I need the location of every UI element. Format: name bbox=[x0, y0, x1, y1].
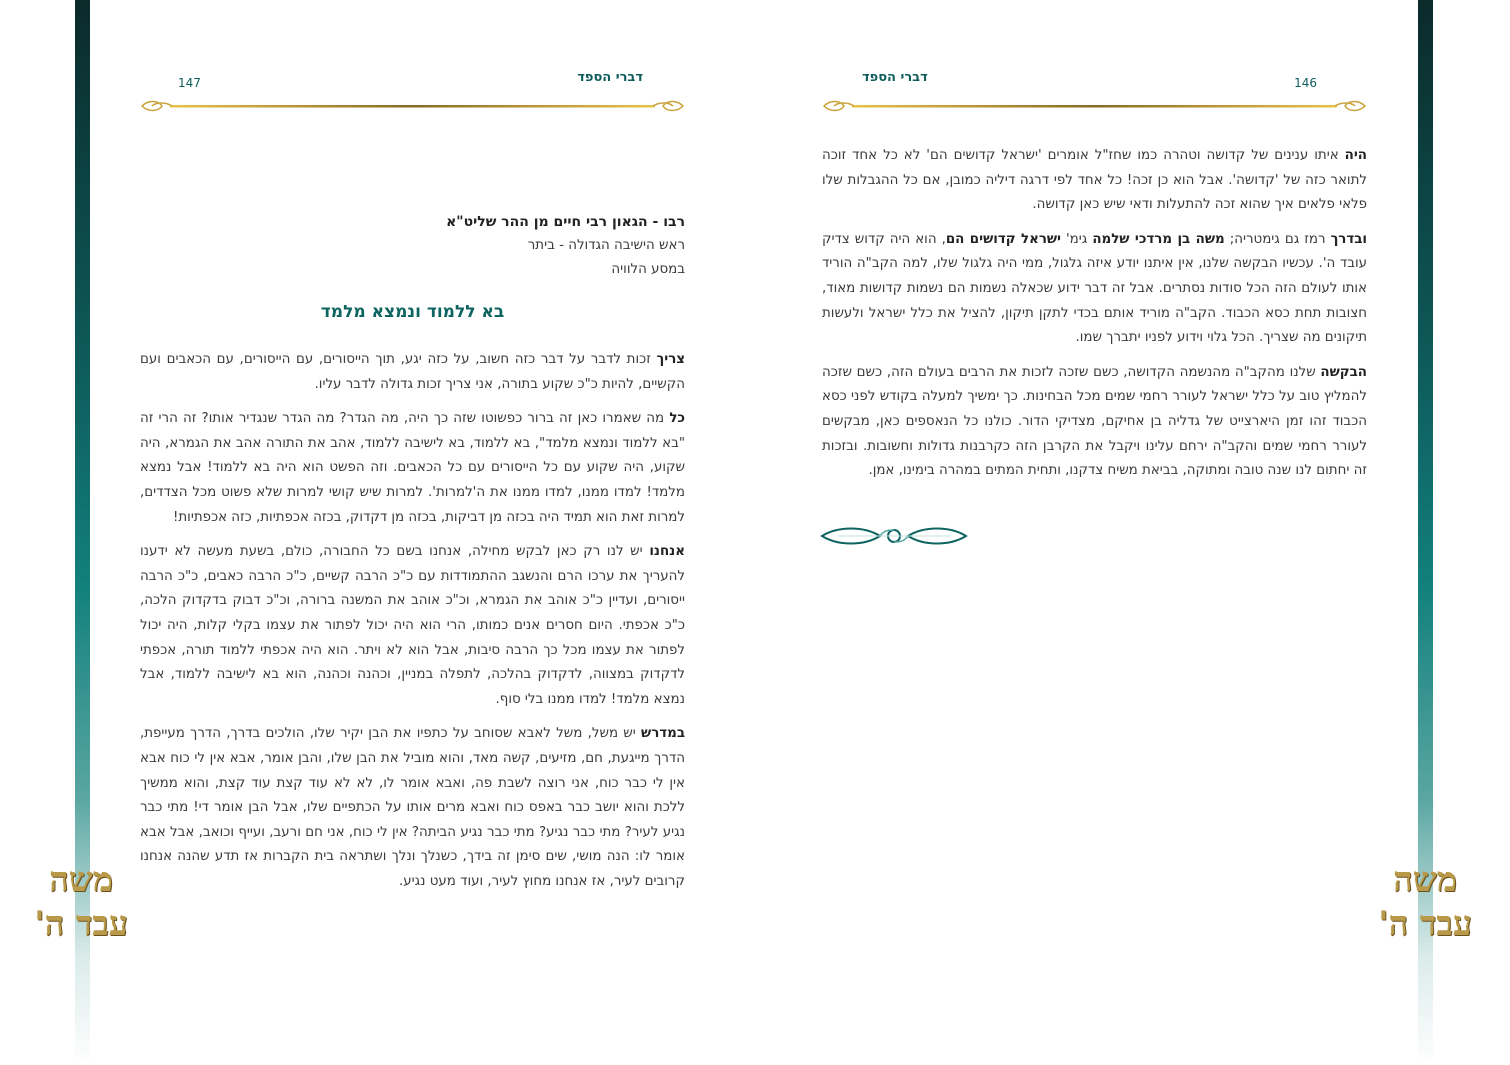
side-logo-right bbox=[1370, 858, 1480, 946]
side-logo-line1: משה bbox=[1393, 860, 1457, 900]
paragraph bbox=[822, 361, 1367, 484]
page-146 bbox=[822, 60, 1367, 554]
article-body bbox=[822, 144, 1367, 484]
paragraph-text: , הוא היה קדוש צדיק עובד ה'. עכשיו הבקשה שלנו, אין איתנו יודע איזה גלגול, ממי היה גלגול שלו, למה הקב"ה הוריד אותו לעולם הזה הכל סודות נסתרים. אבל זה דבר ידוע שכאלה נשמות הם נשמות קדושות מאוד, חצובות תחת כסא הכבוד. הקב"ה מוריד אותם בכדי לתקן תיקון, להציל את כלל ישראל ולעשות תיקונים מה שצריך. הכל גלוי וידוע לפניו יתברך שמו. bbox=[822, 231, 1367, 346]
paragraph-lead-word: במדרש bbox=[641, 726, 685, 742]
paragraph-text: שלנו מהקב"ה מהנשמה הקדושה, כשם שזכה לזכות את הרבים בעולם הזה, כשם שזכה להמליץ טוב על כלל ישראל לעורר רחמי שמים מכל הבחינות. כך ימשיך למעלה בקודש לפני כסא הכבוד זהו זמן היארצייט של גדליה בן אחיקם, מצדיקי הדור. כולנו כל הנאספים כאן, מבקשים לעורר רחמי שמים והקב"ה ירחם עלינו ויקבל את הקרבן הזה כקרבנות גדולות וחשובות. ובזכות זה יחתום לנו שנה טובה ומתוקה, בביאת משיח צדקנו, ותחית המתים במהרה בימינו, אמן. bbox=[822, 364, 1367, 479]
page-header bbox=[822, 60, 1367, 112]
paragraph-text: איתו ענינים של קדושה וטהרה כמו שחז"ל אומרים 'ישראל קדושים הם' לא כל אחד זוכה לתואר כזה של 'קדושה'. אבל הוא כן זכה! כל אחד לפי דרגה דיליה כמובן, אם כל ההגבלות שלו פלאי פלאים איך שהוא זכה להתעלות ודאי שיש כאן קדושה. bbox=[822, 148, 1367, 213]
paragraph bbox=[140, 540, 685, 712]
paragraph-text: מה שאמרו כאן זה ברור כפשוטו שזה כך היה, מה הגדר? מה הגדר שנגדיר אותו? זה הרי זה "בא ללמוד ונמצא מלמד", בא ללמוד, בא לישיבה ללמוד, אהב את התורה אהב את הגמרא, היה שקוע, היה שקוע עם כל הייסורים עם כל הכאבים. וזה הפשט הוא היה בא ללמוד! אבל נמצא מלמד! למדו ממנו, למדו ממנו את ה'למרות'. למרות שיש קושי למרות שלא פשוט מכל הצדדים, למרות זאת הוא תמיד היה בכזה מן דביקות, בכזה מן דקדוק, בכזה אכפתיות, כזה אכפתיות! bbox=[140, 411, 685, 525]
speaker-name: רבו - הגאון רבי חיים מן ההר שליט"א bbox=[446, 214, 685, 230]
ornamental-header-rule bbox=[822, 100, 1367, 112]
paragraph-text: זכות לדבר על דבר כזה חשוב, על כזה יגע, תוך הייסורים, עם הייסורים, עם הכאבים ועם הקשיים, להיות כ"כ שקוע בתורה, אני צריך זכות גדולה לדבר עליו. bbox=[140, 352, 685, 392]
paragraph-lead-word: הבקשה bbox=[1320, 364, 1367, 380]
paragraph-lead-word: צריך bbox=[656, 352, 685, 367]
paragraph-text: רמז גם גימטריה; bbox=[1224, 231, 1331, 247]
paragraph-text: יש משל, משל לאבא שסוחב על כתפיו את הבן יקיר שלו, הולכים בדרך, הדרך מעייפת, הדרך מייגעת, חם, מזיעים, קשה מאד, והוא מוביל את הבן שלו, והבן אומר, אבא אין לי כוח אבא אין לי כבר כוח, אני רוצה לשבת פה, ואבא אומר לו, לא לא עוד קצת עוד קצת, והוא ממשיך ללכת והוא יושב כבר באפס כוח ואבא מרים אותו על הכתפיים שלו, אבל הבן אומר די! מתי כבר נגיע לעיר? מתי כבר נגיע? מתי כבר נגיע הביתה? אין לי כוח, אני חם ורעב, ועייף וכואב, אבל אבא אומר לו: הנה מושי, שים סימן זה בידך, כשנלך ונלך ושתראה בית הקברות אז תדע שהנה אנחנו קרובים לעיר, אז אנחנו מחוץ לעיר, ועוד מעט נגיע. bbox=[140, 726, 685, 889]
page-147 bbox=[140, 60, 685, 904]
page-header bbox=[140, 60, 685, 112]
paragraph bbox=[140, 722, 685, 894]
end-ornament bbox=[818, 522, 970, 550]
bold-phrase: משה בן מרדכי שלמה bbox=[1092, 231, 1225, 247]
article-body bbox=[140, 348, 685, 894]
running-title: דברי הספד bbox=[862, 70, 928, 85]
paragraph bbox=[140, 348, 685, 397]
side-logo-line2: עבד ה' bbox=[1378, 904, 1472, 944]
side-logo-line2: עבד ה' bbox=[34, 904, 128, 944]
running-title: דברי הספד bbox=[577, 70, 643, 85]
bold-phrase: ישראל קדושים הם bbox=[945, 231, 1061, 247]
side-logo-line1: משה bbox=[49, 860, 113, 900]
attribution-block bbox=[140, 210, 685, 282]
paragraph-text: יש לנו רק כאן לבקש מחילה, אנחנו בשם כל החבורה, כולם, בשעת מעשה לא ידענו להעריך את ערכו הרם והנשגב ההתמודדות עם כ"כ הרבה קשיים, כ"כ הרבה כאבים, כ"כ הרבה ייסורים, ועדיין כ"כ אוהב את הגמרא, וכ"כ אוהב את המשנה ברורה, וכ"כ דבוק בדקדוק הלכה, כ"כ אכפתי. היום חסרים אנים כמותו, הרי הוא היה יכול לפתור את עצמו בקלי קלות, היה יכול לפתור את עצמו מכל כך הרבה סיבות, אבל הוא לא ויתר. הוא היה אכפתי ללמוד תורה, אכפתי לדקדוק במצווה, לדקדוק בהלכה, לתפלה במניין, וכהנה וכהנה, הוא בא לישיבה ללמוד, אבל נמצא מלמד! למדו ממנו בלי סוף. bbox=[140, 544, 685, 707]
paragraph bbox=[822, 228, 1367, 351]
paragraph bbox=[822, 144, 1367, 218]
speaker-role: ראש הישיבה הגדולה - ביתר bbox=[527, 238, 685, 253]
page-number: 146 bbox=[1294, 76, 1317, 90]
paragraph-lead-word: אנחנו bbox=[649, 544, 685, 560]
paragraph-text: גימ' bbox=[1060, 231, 1093, 247]
occasion: במסע הלוויה bbox=[611, 262, 685, 277]
paragraph bbox=[140, 407, 685, 530]
paragraph-lead-word: כל bbox=[669, 411, 685, 427]
paragraph-lead-word: ובדרך bbox=[1330, 231, 1367, 247]
page-number: 147 bbox=[178, 76, 201, 90]
paragraph-lead-word: היה bbox=[1344, 148, 1367, 163]
ornamental-header-rule bbox=[140, 100, 685, 112]
side-logo-left bbox=[26, 858, 136, 946]
article-title: בא ללמוד ונמצא מלמד bbox=[320, 302, 505, 322]
